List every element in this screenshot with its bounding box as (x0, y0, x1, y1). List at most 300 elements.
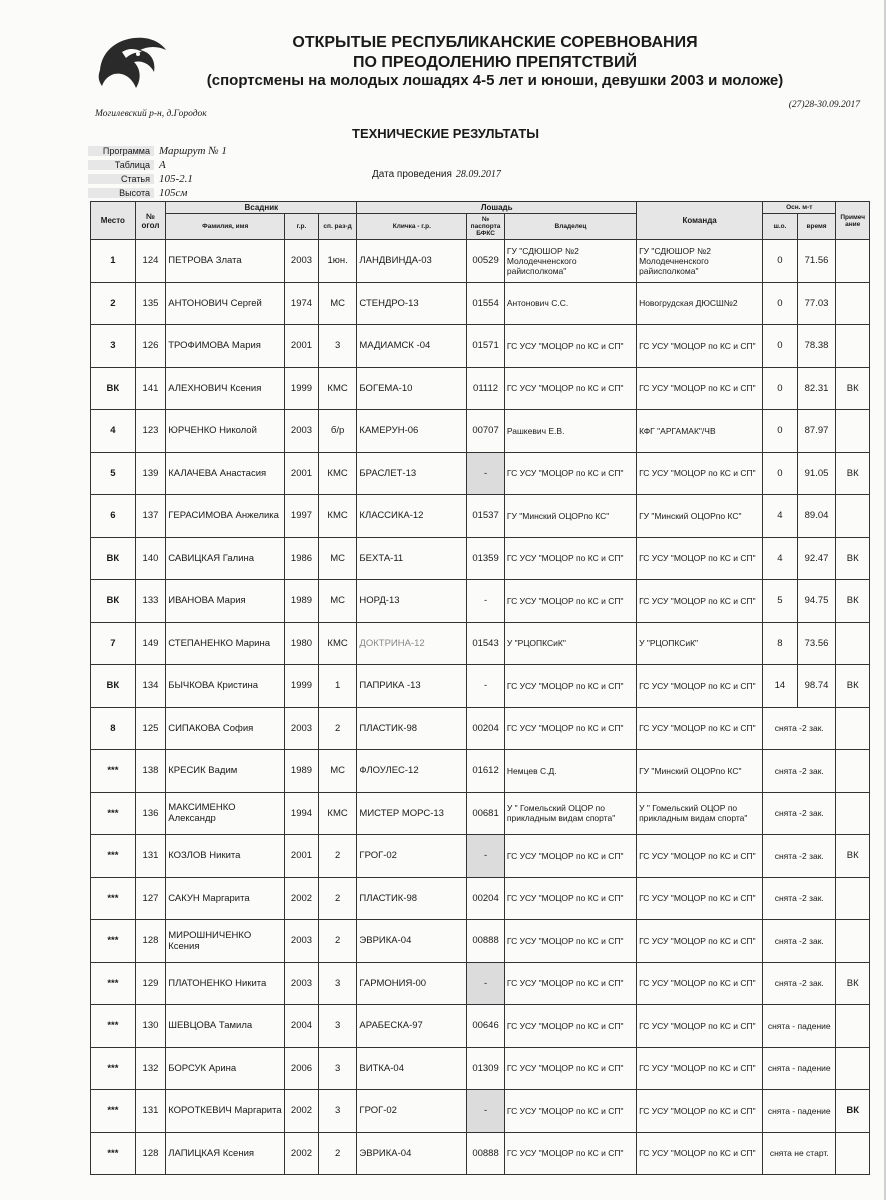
cell-owner: Немцев С.Д. (504, 750, 636, 793)
table-row (91, 282, 870, 325)
cell-time: 82.31 (797, 367, 836, 410)
cell-owner: ГУ "СДЮШОР №2 Молодечненского райисполкома" (504, 240, 636, 283)
header-place: Место (91, 202, 136, 240)
cell-num: 131 (135, 1090, 166, 1133)
cell-rank: 2 (318, 707, 357, 750)
table-label: Таблица (88, 160, 154, 170)
cell-team: ГС УСУ "МОЦОР по КС и СП" (637, 707, 763, 750)
cell-time: 87.97 (797, 410, 836, 453)
title-line-3: (спортсмены на молодых лошадях 4-5 лет и юноши, девушки 2003 и моложе) (206, 72, 784, 89)
table-row (91, 537, 870, 580)
cell-num: 134 (135, 665, 166, 708)
cell-team: ГУ "Минский ОЦОРпо КС" (637, 495, 763, 538)
cell-place: ВК (91, 367, 136, 410)
cell-team: У " Гомельский ОЦОР по прикладным видам спорта" (637, 792, 763, 835)
cell-rank: КМС (318, 622, 357, 665)
cell-num: 136 (135, 792, 166, 835)
cell-name: БЫЧКОВА Кристина (166, 665, 285, 708)
cell-team: ГС УСУ "МОЦОР по КС и СП" (637, 1005, 763, 1048)
cell-passport: 01612 (467, 750, 505, 793)
cell-horse: НОРД-13 (357, 580, 467, 623)
cell-status: снята -2 зак. (763, 920, 836, 963)
cell-place: *** (91, 792, 136, 835)
cell-horse: ЛАНДВИНДА-03 (357, 240, 467, 283)
cell-passport: - (467, 962, 505, 1005)
cell-horse: МИСТЕР МОРС-13 (357, 792, 467, 835)
event-dates: (27)28-30.09.2017 (788, 100, 860, 110)
cell-faults: 4 (763, 537, 798, 580)
cell-name: АНТОНОВИЧ Сергей (166, 282, 285, 325)
table-row (91, 877, 870, 920)
cell-faults: 0 (763, 367, 798, 410)
event-date (372, 169, 501, 180)
cell-horse: КЛАССИКА-12 (357, 495, 467, 538)
cell-owner: ГУ "Минский ОЦОРпо КС" (504, 495, 636, 538)
cell-name: ГЕРАСИМОВА Анжелика (166, 495, 285, 538)
cell-passport: 00888 (467, 920, 505, 963)
cell-owner: У "РЦОПКСиК" (504, 622, 636, 665)
cell-team: ГС УСУ "МОЦОР по КС и СП" (637, 537, 763, 580)
cell-owner: ГС УСУ "МОЦОР по КС и СП" (504, 1132, 636, 1175)
cell-place: *** (91, 1132, 136, 1175)
cell-horse: ЭВРИКА-04 (357, 1132, 467, 1175)
cell-horse: МАДИАМСК -04 (357, 325, 467, 368)
cell-year: 2001 (285, 835, 319, 878)
cell-note (836, 240, 870, 283)
page-subtitle: ТЕХНИЧЕСКИЕ РЕЗУЛЬТАТЫ (352, 126, 540, 141)
cell-time: 71.56 (797, 240, 836, 283)
cell-num: 124 (135, 240, 166, 283)
cell-num: 135 (135, 282, 166, 325)
cell-name: САВИЦКАЯ Галина (166, 537, 285, 580)
cell-note: ВК (836, 537, 870, 580)
cell-place: 4 (91, 410, 136, 453)
cell-note (836, 750, 870, 793)
cell-rank: 3 (318, 1090, 357, 1133)
cell-num: 123 (135, 410, 166, 453)
competition-meta (88, 144, 227, 200)
cell-passport: 01359 (467, 537, 505, 580)
table-row (91, 1090, 870, 1133)
table-row (91, 835, 870, 878)
cell-faults: 0 (763, 452, 798, 495)
cell-place: ВК (91, 665, 136, 708)
results-body (91, 240, 870, 1175)
cell-status: снята - падение (763, 1005, 836, 1048)
cell-rank: КМС (318, 452, 357, 495)
cell-faults: 0 (763, 282, 798, 325)
cell-year: 2001 (285, 325, 319, 368)
cell-note (836, 920, 870, 963)
cell-year: 1999 (285, 665, 319, 708)
cell-name: СИПАКОВА София (166, 707, 285, 750)
cell-owner: ГС УСУ "МОЦОР по КС и СП" (504, 665, 636, 708)
cell-time: 92.47 (797, 537, 836, 580)
cell-note (836, 282, 870, 325)
cell-note: ВК (836, 580, 870, 623)
cell-name: АЛЕХНОВИЧ Ксения (166, 367, 285, 410)
cell-team: ГУ "СДЮШОР №2 Молодечненского райисполкома" (637, 240, 763, 283)
cell-year: 2003 (285, 707, 319, 750)
cell-passport: - (467, 1090, 505, 1133)
cell-owner: ГС УСУ "МОЦОР по КС и СП" (504, 1090, 636, 1133)
cell-team: ГС УСУ "МОЦОР по КС и СП" (637, 452, 763, 495)
cell-year: 1989 (285, 750, 319, 793)
table-row (91, 622, 870, 665)
cell-note (836, 325, 870, 368)
cell-num: 141 (135, 367, 166, 410)
cell-num: 138 (135, 750, 166, 793)
cell-status: снята -2 зак. (763, 962, 836, 1005)
cell-passport: 00204 (467, 877, 505, 920)
cell-rank: 2 (318, 835, 357, 878)
table-row (91, 495, 870, 538)
horse-logo-icon (92, 30, 172, 100)
cell-time: 73.56 (797, 622, 836, 665)
cell-name: ЛАПИЦКАЯ Ксения (166, 1132, 285, 1175)
cell-status: снята - падение (763, 1047, 836, 1090)
cell-rank: КМС (318, 792, 357, 835)
cell-name: САКУН Маргарита (166, 877, 285, 920)
cell-owner: ГС УСУ "МОЦОР по КС и СП" (504, 452, 636, 495)
article-value: 105-2.1 (159, 173, 193, 185)
cell-horse: ВИТКА-04 (357, 1047, 467, 1090)
cell-name: БОРСУК Арина (166, 1047, 285, 1090)
cell-time: 91.05 (797, 452, 836, 495)
cell-team: ГС УСУ "МОЦОР по КС и СП" (637, 1132, 763, 1175)
table-row (91, 792, 870, 835)
cell-horse: ПЛАСТИК-98 (357, 877, 467, 920)
cell-place: ВК (91, 537, 136, 580)
cell-rank: 3 (318, 1005, 357, 1048)
cell-num: 125 (135, 707, 166, 750)
cell-rank: МС (318, 750, 357, 793)
cell-owner: ГС УСУ "МОЦОР по КС и СП" (504, 962, 636, 1005)
cell-year: 2003 (285, 240, 319, 283)
cell-status: снята не старт. (763, 1132, 836, 1175)
cell-team: ГУ "Минский ОЦОРпо КС" (637, 750, 763, 793)
cell-team: ГС УСУ "МОЦОР по КС и СП" (637, 665, 763, 708)
cell-owner: У " Гомельский ОЦОР по прикладным видам спорта" (504, 792, 636, 835)
cell-owner: ГС УСУ "МОЦОР по КС и СП" (504, 1005, 636, 1048)
cell-time: 78.38 (797, 325, 836, 368)
header-faults: ш.о. (763, 214, 798, 240)
cell-passport: 00681 (467, 792, 505, 835)
cell-horse: БЕХТА-11 (357, 537, 467, 580)
cell-name: КРЕСИК Вадим (166, 750, 285, 793)
cell-team: У "РЦОПКСиК" (637, 622, 763, 665)
cell-owner: ГС УСУ "МОЦОР по КС и СП" (504, 1047, 636, 1090)
results-table (90, 201, 870, 1175)
cell-team: ГС УСУ "МОЦОР по КС и СП" (637, 1090, 763, 1133)
header-rider-year: г.р. (285, 214, 319, 240)
cell-horse: КАМЕРУН-06 (357, 410, 467, 453)
cell-note (836, 707, 870, 750)
cell-owner: ГС УСУ "МОЦОР по КС и СП" (504, 707, 636, 750)
cell-num: 126 (135, 325, 166, 368)
header-passport: № паспорта БФКС (467, 214, 505, 240)
cell-rank: 3 (318, 1047, 357, 1090)
header-horse: Лошадь (357, 202, 637, 214)
cell-status: снята -2 зак. (763, 835, 836, 878)
cell-num: 139 (135, 452, 166, 495)
table-row (91, 240, 870, 283)
header-team: Команда (637, 202, 763, 240)
cell-place: *** (91, 920, 136, 963)
cell-note (836, 877, 870, 920)
cell-num: 132 (135, 1047, 166, 1090)
cell-owner: ГС УСУ "МОЦОР по КС и СП" (504, 537, 636, 580)
table-row (91, 920, 870, 963)
table-row (91, 1132, 870, 1175)
header-main: Осн. м-т (763, 202, 836, 214)
cell-num: 149 (135, 622, 166, 665)
cell-horse: ДОКТРИНА-12 (357, 622, 467, 665)
cell-horse: ГРОГ-02 (357, 835, 467, 878)
cell-note: ВК (836, 962, 870, 1005)
cell-year: 1980 (285, 622, 319, 665)
cell-status: снята -2 зак. (763, 707, 836, 750)
cell-horse: БРАСЛЕТ-13 (357, 452, 467, 495)
header-note: Примеч ание (836, 202, 870, 240)
cell-rank: КМС (318, 495, 357, 538)
cell-place: *** (91, 1047, 136, 1090)
cell-team: ГС УСУ "МОЦОР по КС и СП" (637, 580, 763, 623)
table-row (91, 665, 870, 708)
cell-year: 2002 (285, 1090, 319, 1133)
cell-faults: 14 (763, 665, 798, 708)
cell-rank: МС (318, 537, 357, 580)
cell-rank: КМС (318, 367, 357, 410)
header-rider-name: Фамилия, имя (166, 214, 285, 240)
cell-team: ГС УСУ "МОЦОР по КС и СП" (637, 877, 763, 920)
cell-note (836, 410, 870, 453)
cell-name: ШЕВЦОВА Тамила (166, 1005, 285, 1048)
cell-rank: 1 (318, 665, 357, 708)
cell-passport: - (467, 452, 505, 495)
cell-faults: 0 (763, 325, 798, 368)
cell-year: 2003 (285, 920, 319, 963)
cell-horse: АРАБЕСКА-97 (357, 1005, 467, 1048)
cell-passport: - (467, 580, 505, 623)
cell-team: ГС УСУ "МОЦОР по КС и СП" (637, 962, 763, 1005)
cell-horse: ГРОГ-02 (357, 1090, 467, 1133)
cell-horse: ПАПРИКА -13 (357, 665, 467, 708)
cell-faults: 0 (763, 410, 798, 453)
cell-note: ВК (836, 835, 870, 878)
cell-name: ЮРЧЕНКО Николой (166, 410, 285, 453)
cell-time: 89.04 (797, 495, 836, 538)
height-value: 105см (159, 187, 188, 199)
cell-team: Новогрудская ДЮСШ№2 (637, 282, 763, 325)
header-rider-rank: сп. раз-д (318, 214, 357, 240)
cell-rank: б/р (318, 410, 357, 453)
cell-horse: ФЛОУЛЕС-12 (357, 750, 467, 793)
cell-place: 5 (91, 452, 136, 495)
cell-note: ВК (836, 1090, 870, 1133)
cell-name: МИРОШНИЧЕНКО Ксения (166, 920, 285, 963)
cell-team: ГС УСУ "МОЦОР по КС и СП" (637, 920, 763, 963)
table-row (91, 1047, 870, 1090)
table-row (91, 1005, 870, 1048)
cell-owner: ГС УСУ "МОЦОР по КС и СП" (504, 325, 636, 368)
cell-passport: 00888 (467, 1132, 505, 1175)
cell-passport: 01309 (467, 1047, 505, 1090)
cell-horse: ГАРМОНИЯ-00 (357, 962, 467, 1005)
cell-owner: ГС УСУ "МОЦОР по КС и СП" (504, 877, 636, 920)
cell-faults: 0 (763, 240, 798, 283)
cell-passport: 00529 (467, 240, 505, 283)
cell-passport: 01554 (467, 282, 505, 325)
cell-note (836, 792, 870, 835)
cell-place: *** (91, 1005, 136, 1048)
cell-note: ВК (836, 367, 870, 410)
cell-time: 77.03 (797, 282, 836, 325)
title-line-1: ОТКРЫТЫЕ РЕСПУБЛИКАНСКИЕ СОРЕВНОВАНИЯ (292, 34, 698, 51)
cell-owner: Рашкевич Е.В. (504, 410, 636, 453)
venue-text: Могилевский р-н, д.Городок (95, 109, 207, 119)
cell-passport: - (467, 835, 505, 878)
cell-passport: 01571 (467, 325, 505, 368)
cell-team: ГС УСУ "МОЦОР по КС и СП" (637, 367, 763, 410)
header-time: время (797, 214, 836, 240)
cell-passport: 01112 (467, 367, 505, 410)
cell-place: 3 (91, 325, 136, 368)
cell-name: ПЕТРОВА Злата (166, 240, 285, 283)
header-owner: Владелец (504, 214, 636, 240)
cell-place: *** (91, 835, 136, 878)
cell-rank: 3 (318, 325, 357, 368)
cell-note (836, 1047, 870, 1090)
cell-year: 2001 (285, 452, 319, 495)
cell-note (836, 495, 870, 538)
cell-name: ИВАНОВА Мария (166, 580, 285, 623)
header-rider: Всадник (166, 202, 357, 214)
cell-status: снята -2 зак. (763, 877, 836, 920)
cell-faults: 4 (763, 495, 798, 538)
cell-note (836, 1132, 870, 1175)
cell-year: 1997 (285, 495, 319, 538)
cell-year: 1999 (285, 367, 319, 410)
cell-note: ВК (836, 665, 870, 708)
cell-faults: 5 (763, 580, 798, 623)
cell-status: снята -2 зак. (763, 792, 836, 835)
cell-num: 128 (135, 920, 166, 963)
cell-year: 2002 (285, 1132, 319, 1175)
cell-faults: 8 (763, 622, 798, 665)
height-label: Высота (88, 188, 154, 198)
cell-note (836, 622, 870, 665)
cell-place: 1 (91, 240, 136, 283)
cell-passport: 01543 (467, 622, 505, 665)
cell-name: КАЛАЧЕВА Анастасия (166, 452, 285, 495)
cell-rank: МС (318, 282, 357, 325)
table-row (91, 452, 870, 495)
cell-name: СТЕПАНЕНКО Марина (166, 622, 285, 665)
table-row (91, 962, 870, 1005)
cell-rank: 2 (318, 877, 357, 920)
title-line-2: ПО ПРЕОДОЛЕНИЮ ПРЕПЯТСТВИЙ (353, 54, 637, 71)
cell-horse: СТЕНДРО-13 (357, 282, 467, 325)
cell-owner: ГС УСУ "МОЦОР по КС и СП" (504, 920, 636, 963)
cell-note: ВК (836, 452, 870, 495)
table-row (91, 325, 870, 368)
cell-passport: 00707 (467, 410, 505, 453)
cell-year: 1974 (285, 282, 319, 325)
program-label: Программа (88, 146, 154, 156)
cell-owner: ГС УСУ "МОЦОР по КС и СП" (504, 580, 636, 623)
cell-horse: ПЛАСТИК-98 (357, 707, 467, 750)
cell-passport: - (467, 665, 505, 708)
cell-owner: ГС УСУ "МОЦОР по КС и СП" (504, 367, 636, 410)
cell-num: 129 (135, 962, 166, 1005)
cell-place: *** (91, 1090, 136, 1133)
cell-year: 1989 (285, 580, 319, 623)
cell-num: 140 (135, 537, 166, 580)
table-row (91, 410, 870, 453)
date-label: Дата проведения (372, 169, 452, 180)
cell-year: 2006 (285, 1047, 319, 1090)
cell-num: 137 (135, 495, 166, 538)
cell-num: 130 (135, 1005, 166, 1048)
cell-year: 2003 (285, 962, 319, 1005)
cell-passport: 00204 (467, 707, 505, 750)
cell-passport: 01537 (467, 495, 505, 538)
table-row (91, 367, 870, 410)
cell-name: ПЛАТОНЕНКО Никита (166, 962, 285, 1005)
cell-name: МАКСИМЕНКО Александр (166, 792, 285, 835)
cell-num: 133 (135, 580, 166, 623)
table-row (91, 580, 870, 623)
cell-place: *** (91, 750, 136, 793)
cell-owner: ГС УСУ "МОЦОР по КС и СП" (504, 835, 636, 878)
cell-year: 2004 (285, 1005, 319, 1048)
table-value: А (159, 159, 166, 171)
cell-num: 128 (135, 1132, 166, 1175)
cell-rank: МС (318, 580, 357, 623)
cell-place: ВК (91, 580, 136, 623)
cell-horse: ЭВРИКА-04 (357, 920, 467, 963)
cell-place: 6 (91, 495, 136, 538)
cell-rank: 1юн. (318, 240, 357, 283)
cell-year: 2003 (285, 410, 319, 453)
cell-horse: БОГЕМА-10 (357, 367, 467, 410)
cell-name: ТРОФИМОВА Мария (166, 325, 285, 368)
cell-place: 8 (91, 707, 136, 750)
cell-time: 94.75 (797, 580, 836, 623)
cell-time: 98.74 (797, 665, 836, 708)
cell-place: *** (91, 877, 136, 920)
cell-year: 2002 (285, 877, 319, 920)
cell-year: 1986 (285, 537, 319, 580)
cell-rank: 3 (318, 962, 357, 1005)
cell-owner: Антонович С.С. (504, 282, 636, 325)
cell-status: снята - падение (763, 1090, 836, 1133)
cell-num: 131 (135, 835, 166, 878)
article-label: Статья (88, 174, 154, 184)
cell-rank: 2 (318, 1132, 357, 1175)
cell-num: 127 (135, 877, 166, 920)
cell-name: КОРОТКЕВИЧ Маргарита (166, 1090, 285, 1133)
date-value: 28.09.2017 (455, 169, 501, 180)
cell-team: ГС УСУ "МОЦОР по КС и СП" (637, 325, 763, 368)
cell-place: 2 (91, 282, 136, 325)
cell-name: КОЗЛОВ Никита (166, 835, 285, 878)
table-row (91, 707, 870, 750)
cell-team: КФГ "АРГАМАК"/ЧВ (637, 410, 763, 453)
cell-note (836, 1005, 870, 1048)
cell-team: ГС УСУ "МОЦОР по КС и СП" (637, 835, 763, 878)
